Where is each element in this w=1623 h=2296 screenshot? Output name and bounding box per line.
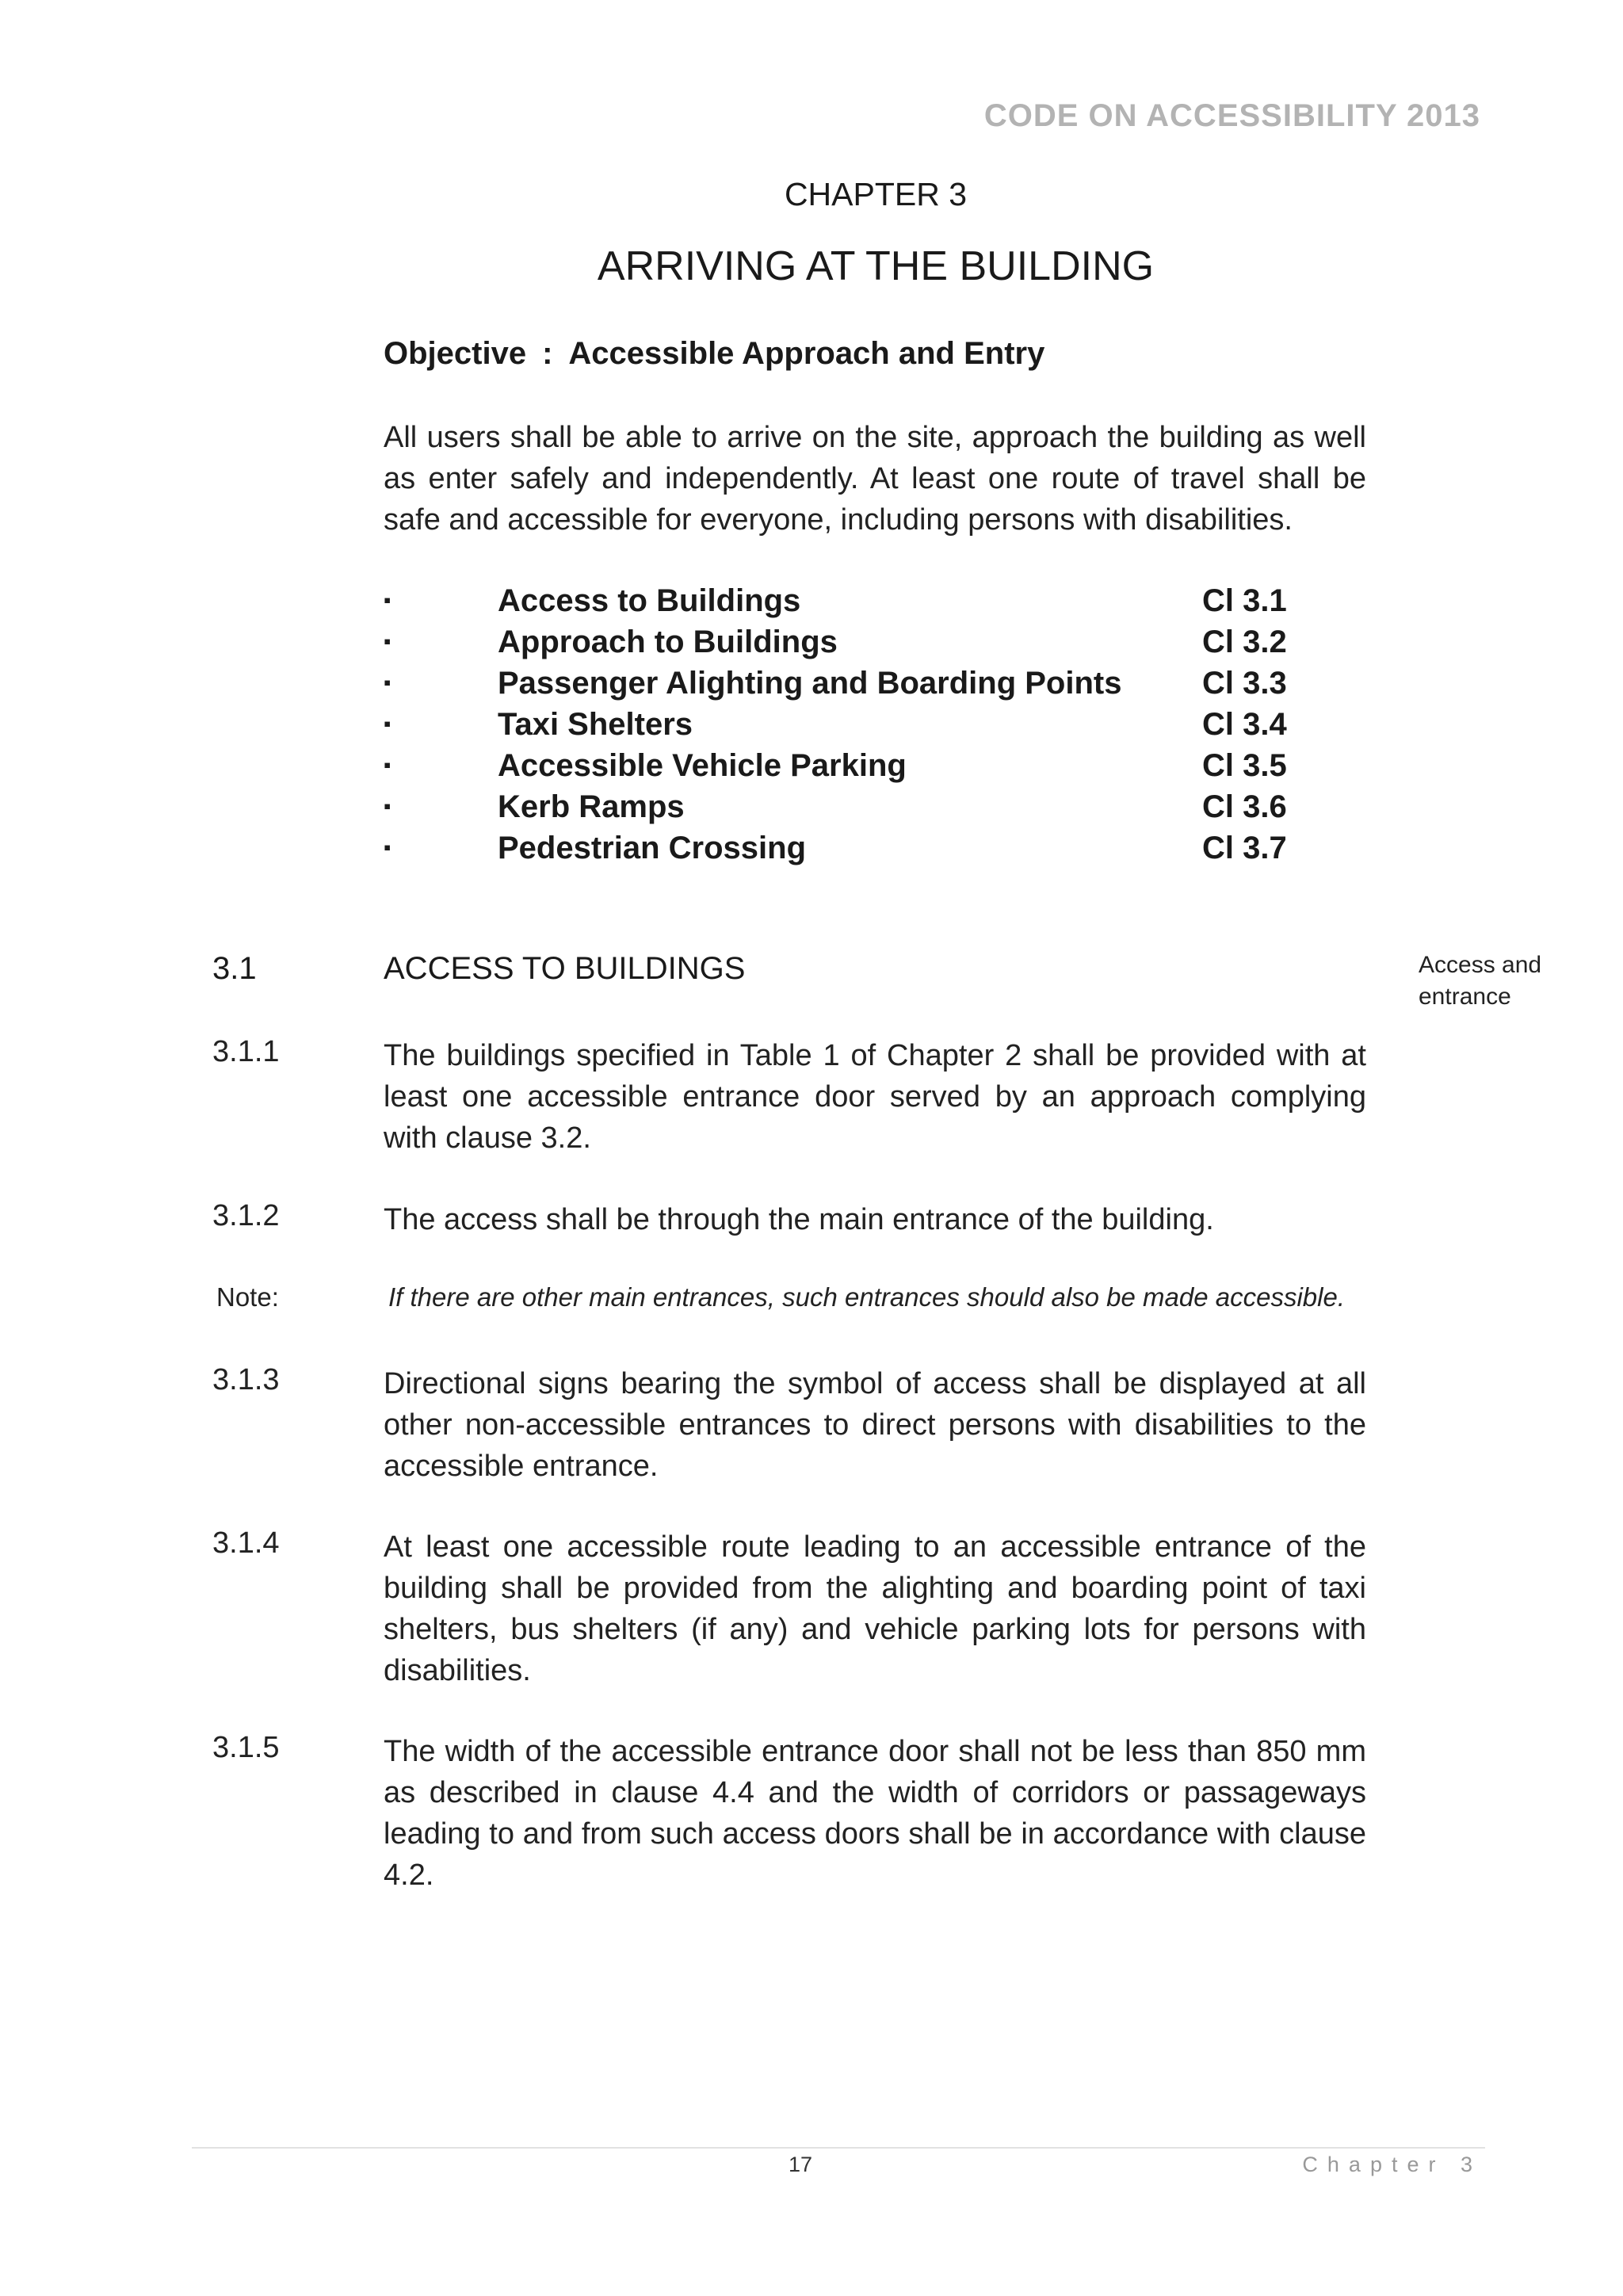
section-title: ACCESS TO BUILDINGS [384, 951, 746, 986]
clause-list-title: Kerb Ramps [498, 789, 685, 824]
footer-divider [192, 2147, 1485, 2149]
clause-list-ref: Cl 3.2 [1202, 625, 1287, 659]
clause-text: At least one accessible route leading to an accessible entrance of the building shall be provided from the alighting and boarding point of taxi shelters, bus shelters (if any) and vehicle parking lots for persons with disabilities. [384, 1530, 1366, 1687]
clause-list-item [384, 707, 1319, 748]
bullet-icon: ▪ [384, 835, 391, 859]
section-number: 3.1 [212, 951, 257, 986]
clause-list-item [384, 666, 1319, 707]
clause-number: 3.1.4 [212, 1526, 280, 1560]
bullet-icon: ▪ [384, 794, 391, 818]
clause-list-item [384, 625, 1319, 666]
clause-text: The access shall be through the main entrance of the building. [384, 1203, 1214, 1236]
clause-list-title: Taxi Shelters [498, 707, 693, 742]
clause-list-ref: Cl 3.7 [1202, 831, 1287, 865]
note-text: If there are other main entrances, such entrances should also be made accessible. [388, 1282, 1346, 1312]
clause-number: 3.1.3 [212, 1363, 280, 1396]
objective-line [384, 336, 1044, 372]
clause-list-item [384, 583, 1319, 625]
clause-number: 3.1.5 [212, 1731, 280, 1764]
bullet-icon: ▪ [384, 712, 391, 735]
clause-list-ref: Cl 3.4 [1202, 707, 1287, 742]
note-label: Note: [216, 1282, 279, 1312]
clause-list-ref: Cl 3.1 [1202, 583, 1287, 618]
footer-chapter-label: Chapter 3 [1302, 2153, 1482, 2176]
clause-list-title: Passenger Alighting and Boarding Points [498, 666, 1122, 701]
clause-text: The width of the accessible entrance door shall not be less than 850 mm as described in clause 4.4 and the width of corridors or passageways leading to and from such access doors shall be in accordance with clause 4.2. [384, 1735, 1366, 1892]
objective-text: Accessible Approach and Entry [568, 336, 1045, 371]
clause-number: 3.1.1 [212, 1035, 280, 1068]
clause-list-ref: Cl 3.6 [1202, 789, 1287, 824]
clause-list-title: Pedestrian Crossing [498, 831, 807, 865]
clause-list-ref: Cl 3.5 [1202, 748, 1287, 783]
clause-text: The buildings specified in Table 1 of Chapter 2 shall be provided with at least one accessible entrance door served by an approach complying with clause 3.2. [384, 1039, 1366, 1155]
clause-text: Directional signs bearing the symbol of access shall be displayed at all other non-accessible entrances to direct persons with disabilities to the accessible entrance. [384, 1367, 1366, 1483]
chapter-title: ARRIVING AT THE BUILDING [597, 243, 1155, 289]
clause-list-item [384, 789, 1319, 831]
clause-list-item [384, 831, 1319, 872]
intro-paragraph: All users shall be able to arrive on the site, approach the building as well as enter safely and independently. At least one route of travel shall be safe and accessible for everyone, including persons with disabilities. [384, 421, 1366, 537]
objective-label: Objective [384, 336, 527, 371]
clause-list-ref: Cl 3.3 [1202, 666, 1287, 701]
margin-note: Access and entrance [1419, 952, 1542, 1010]
page-number: 17 [788, 2153, 813, 2176]
bullet-icon: ▪ [384, 629, 391, 653]
document-header-title: CODE ON ACCESSIBILITY 2013 [983, 98, 1480, 133]
bullet-icon: ▪ [384, 588, 391, 612]
clause-list-title: Accessible Vehicle Parking [498, 748, 907, 783]
clause-number: 3.1.2 [212, 1199, 280, 1232]
clause-list-title: Approach to Buildings [498, 625, 838, 659]
bullet-icon: ▪ [384, 670, 391, 694]
clause-list-item [384, 748, 1319, 789]
bullet-icon: ▪ [384, 753, 391, 777]
chapter-label: CHAPTER 3 [784, 176, 968, 212]
objective-separator: : [542, 336, 553, 371]
clause-list [384, 583, 1319, 872]
clause-list-title: Access to Buildings [498, 583, 801, 618]
